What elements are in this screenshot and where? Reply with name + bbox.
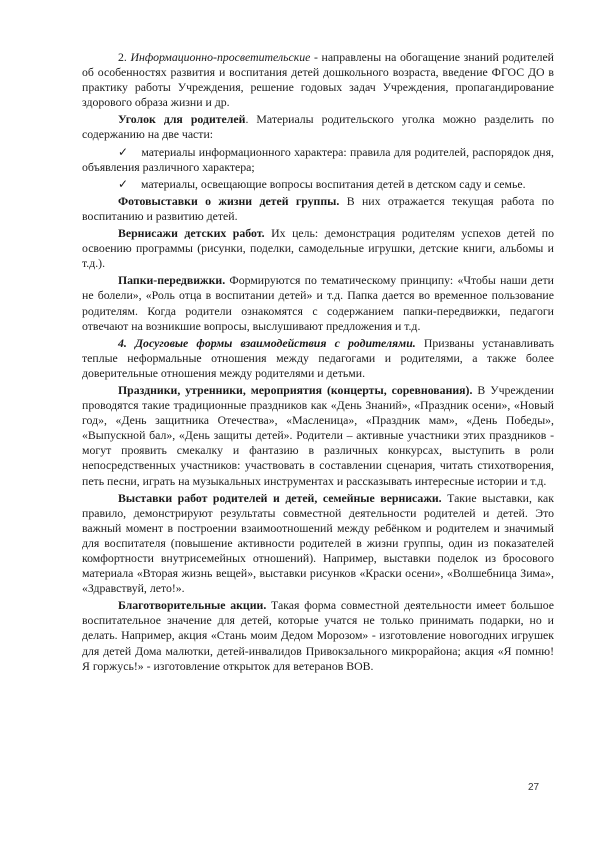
term-info-educational: Информационно-просветительские [130, 50, 311, 64]
paragraph-leisure-forms [82, 336, 554, 381]
term-photo-exhibitions: Фотовыставки о жизни детей группы. [118, 193, 340, 208]
checkmark-icon: ✓ [118, 144, 128, 159]
term-exhibitions: Выставки работ родителей и детей, семейные вернисажи. [118, 490, 442, 505]
term-folders: Папки-передвижки. [118, 273, 226, 288]
paragraph-text: - направлены на обогащение знаний родителей об особенностях развития и воспитания детей дошкольного возраста, введение ФГОС ДО в практику работы Учреждения, решение годовых задач Учреждения, пропагандирование здорового образа жизни и др. [82, 50, 554, 110]
paragraph-text: Формируются по тематическому принципу: «Чтобы наши дети не болели», «Роль отца в воспитании детей» и т.д. Папка дается во временное пользование родителям. Когда родители ознакомятся с содержанием папки-передвижки, педагоги отвечают на возникшие вопросы, выслушивают предложения и т.д. [82, 273, 554, 333]
paragraph-photo-exhibitions [82, 194, 554, 224]
section-number: 2. [118, 50, 131, 64]
list-item [82, 145, 554, 175]
term-vernissages: Вернисажи детских работ. [118, 226, 265, 241]
paragraph-parents-corner [82, 112, 554, 142]
term-holidays: Праздники, утренники, мероприятия (концерты, соревнования). [118, 382, 473, 397]
paragraph-text: Их цель: демонстрация родителям успехов детей по освоению программы (рисунки, поделки, самодельные игрушки, детские книги, альбомы и т.д.). [82, 226, 554, 271]
paragraph-holidays [82, 383, 554, 489]
page-number: 27 [528, 782, 540, 793]
term-leisure-forms: 4. Досуговые формы взаимодействия с родителями. [118, 335, 416, 350]
list-item-text: материалы информационного характера: правила для родителей, распорядок дня, объявления различного характера; [82, 144, 554, 174]
term-parents-corner: Уголок для родителей [118, 112, 246, 127]
paragraph-text: Призваны устанавливать теплые неформальные отношения между педагогами и родителями, а также более доверительные отношения между родителями и детьми. [82, 335, 554, 380]
paragraph-text: . Материалы родительского уголка можно разделить по содержанию на две части: [82, 112, 554, 142]
checkmark-icon: ✓ [118, 176, 128, 191]
paragraph-charity [82, 598, 554, 673]
paragraph-text: В них отражается текущая работа по воспитанию и развитию детей. [82, 193, 554, 223]
list-item-text: материалы, освещающие вопросы воспитания детей в детском саду и семье. [140, 176, 526, 191]
paragraph-info-educational [82, 50, 554, 110]
paragraph-text: Такие выставки, как правило, демонстрируют результаты совместной деятельности родителей и детей. Это важный момент в построении взаимоотношений между ребёнком и родителем и значимый для воспитателя (повышение активности родителей в жизни группы, один из показателей комфортности внутрисемейных отношений). Например, выставки поделок из бросового материала «Вторая жизнь вещей», выставки рисунков «Краски осени», «Волшебница Зима», «Здравствуй, лето!». [82, 490, 554, 596]
paragraph-folders [82, 273, 554, 333]
paragraph-exhibitions [82, 491, 554, 597]
document-page [82, 50, 554, 676]
list-item [82, 177, 554, 192]
term-charity: Благотворительные акции. [118, 598, 267, 613]
paragraph-text: Такая форма совместной деятельности имеет большое воспитательное значение для детей, которые учатся не только принимать подарки, но и делать. Например, акция «Стань моим Дедом Морозом» - изготовление новогодних игрушек для детей Дома малютки, детей-инвалидов Привокзального микрорайона; акция «Я помню! Я горжусь!» - изготовление открыток для ветеранов ВОВ. [82, 598, 554, 673]
paragraph-vernissages [82, 226, 554, 271]
paragraph-text: В Учреждении проводятся такие традиционные праздников как «День Знаний», «Праздник осени», «Новый год», «День защитника Отечества», «Масленица», «Праздник мам», «День Победы», «Выпускной бал», «День защиты детей». Родители – активные участники этих праздников - могут проявить смекалку и фантазию в различных конкурсах, выступить в роли непосредственных участников: участвовать в составлении сценария, читать стихотворения, петь песни, играть на музыкальных инструментах и рассказывать интересные истории и т.д. [82, 382, 554, 488]
